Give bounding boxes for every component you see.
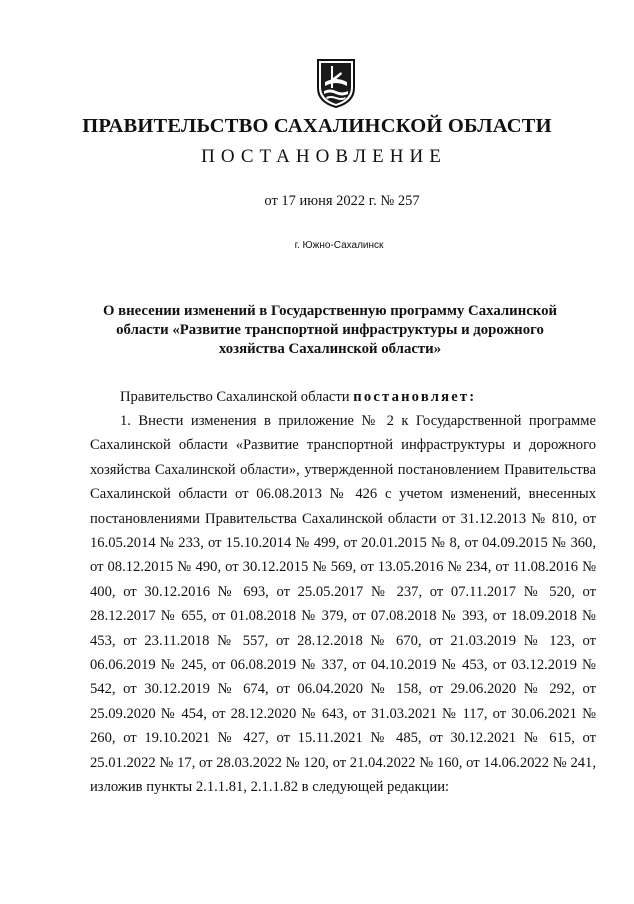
clause-1: 1. Внести изменения в приложение № 2 к Государственной программе Сахалинской области «Развитие транспортной инфраструктуры и дорожного хозяйства Сахалинской области», утвержденной постановлением Правительства Сахалинской области от 06.08.2013 № 426 с учетом изменений, внесенных постановлениями Правительства Сахалинской области от 31.12.2013 № 810, от 16.05.2014 № 233, от 15.10.2014 № 499, от 20.01.2015 № 8, от 04.09.2015 № 360, от 08.12.2015 № 490, от 30.12.2015 № 569, от 13.05.2016 № 234, от 11.08.2016 № 400, от 30.12.2016 № 693, от 25.05.2017 № 237, от 07.11.2017 № 520, от 28.12.2017 № 655, от 01.08.2018 № 379, от 07.08.2018 № 393, от 18.09.2018 № 453, от 23.11.2018 № 557, от 28.12.2018 № 670, от 21.03.2019 № 123, от 06.06.2019 № 245, от 06.08.2019 № 337, от 04.10.2019 № 453, от 03.12.2019 № 542, от 30.12.2019 № 674, от 06.04.2020 № 158, от 29.06.2020 № 292, от 25.09.2020 № 454, от 28.12.2020 № 643, от 31.03.2021 № 117, от 30.06.2021 № 260, от 19.10.2021 № 427, от 15.11.2021 № 485, от 30.12.2021 № 615, от 25.01.2022 № 17, от 28.03.2022 № 120, от 21.04.2022 № 160, от 14.06.2022 № 241, изложив пункты 2.1.1.81, 2.1.1.82 в следующей редакции: <box>90 413 596 796</box>
intro-text: Правительство Сахалинской области <box>120 389 354 405</box>
document-type: ПОСТАНОВЛЕНИЕ <box>201 146 447 167</box>
intro-emphasis: постановляет: <box>353 389 477 405</box>
document-body <box>90 385 596 800</box>
government-title: ПРАВИТЕЛЬСТВО САХАЛИНСКОЙ ОБЛАСТИ <box>82 115 552 137</box>
document-subject: О внесении изменений в Государственную программу Сахалинской области «Развитие транспортной инфраструктуры и дорожного хозяйства Сахалинской области» <box>102 303 558 357</box>
city-name: г. Южно-Сахалинск <box>294 240 384 251</box>
sakhalin-coat-of-arms-icon <box>315 58 357 108</box>
date-and-number: от 17 июня 2022 г. № 257 <box>264 193 420 209</box>
resolution-intro <box>90 385 596 409</box>
